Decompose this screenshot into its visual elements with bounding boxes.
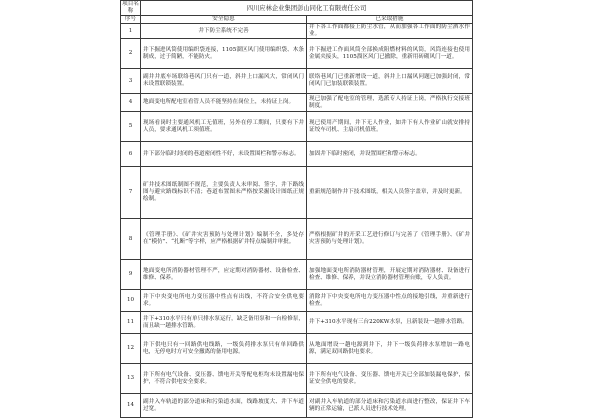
header-seq: 序号: [121, 16, 141, 24]
hazard-cell: 副井入车轨道的部分道床和污染道水面，线路坡度大、井下车道过宽。: [141, 394, 307, 418]
hazard-cell: 井下所有电气设备、变压器、馈电开关等配电柜均未设置漏电保护，不符合供电安全要求。: [141, 364, 307, 394]
table-row: [121, 142, 473, 167]
hazard-cell: 副井井底车场联络巷风门只有一道，斜井上口漏风大，常闭风门未设置联锁装置。: [141, 69, 307, 94]
table-row: [121, 219, 473, 260]
hazard-cell: 地面变电所消防器材管理不严，应定期对消防器材、设备检查、维修、保养。: [141, 260, 307, 290]
table-row: [121, 394, 473, 418]
row-number: 10: [121, 290, 141, 312]
table-row: [121, 334, 473, 364]
hazard-cell: 井下供电只有一回路供电线路，一级负荷排水泵只有单回路供电，无停电时方可安全撤离的备用电源。: [141, 334, 307, 364]
table-row: [121, 260, 473, 290]
table-row: [121, 69, 473, 94]
row-number: 2: [121, 39, 141, 69]
hazard-cell: 地面变电所配电室看管人员不能坚持在岗位上，未持证上岗。: [141, 94, 307, 112]
corner-label: 项目名称: [122, 1, 139, 14]
table-row: [121, 112, 473, 142]
measure-cell: 现已使用产期间，井下无人作业，如井下有人作业矿山就安排持证绞车司机、主扇司机值班。: [307, 112, 473, 142]
measure-cell: 严格根据矿井的开采工艺进行修订与完善了《管理手册》、《矿井灾害预防与处理计划》。: [307, 219, 473, 260]
row-number: 8: [121, 219, 141, 260]
measure-cell: 从地面增设一趟电源到井下，井下一级负荷排水泵增加一路电源，满足双回路供电要求。: [307, 334, 473, 364]
row-number: 12: [121, 334, 141, 364]
hazard-cell: 井下防尘系统不完善: [141, 24, 307, 39]
measure-cell: 井下所有电气设备、变压器、馈电开关已全部加装漏电保护，保证安全供电的要求。: [307, 364, 473, 394]
measure-cell: 对副井入车轨道的部分道床和污染道水面进行整改，保证井下车辆的正常运输，已派人员进行技术处理。: [307, 394, 473, 418]
row-number: 4: [121, 94, 141, 112]
header-hazard: 安全隐患: [141, 16, 307, 24]
table-row: [121, 39, 473, 69]
row-number: 13: [121, 364, 141, 394]
header-measure: 已采取措施: [307, 16, 473, 24]
measure-cell: 消除井下中央变电所电力变压器中性点的接地引线，并重新进行检查。: [307, 290, 473, 312]
row-number: 3: [121, 69, 141, 94]
row-number: 5: [121, 112, 141, 142]
measure-cell: 加固井下临时密闭，并设置围栏和警示标志。: [307, 142, 473, 167]
measure-cell: 重新规范制作井下技术图纸，相关人员签字盖章，并及时更新。: [307, 167, 473, 219]
row-number: 6: [121, 142, 141, 167]
measure-cell: 井下各工作面都接上防尘水管，从而加强各工作面的防尘洒水作业。: [307, 24, 473, 39]
table-header-row: [121, 16, 473, 24]
table-row: [121, 24, 473, 39]
hazard-cell: 《管理手册》、《矿井灾害预防与处理计划》编制不全，多处存在“模仿”、“扎断”等字样，应严格根据矿井特点编制并审批。: [141, 219, 307, 260]
row-number: 7: [121, 167, 141, 219]
measure-cell: 井下+310水平现有三台220KW水泵，且新装设一趟排水管路。: [307, 312, 473, 334]
document-title: 四川应林企业集团彭山同化工有限责任公司: [141, 1, 473, 16]
measure-cell: 井下掘进工作面风筒全部换成阻燃材料的风筒，风筒连接也使用金属夹接头，1105溜区风门已撤除，重新用砖砌风门一道。: [307, 39, 473, 69]
row-number: 9: [121, 260, 141, 290]
hazard-cell: 矿井技术图纸制图不规范，主要负责人未审阅、签字，井下路线图与避灾路线标识不清；巷道布置图未严格按采掘设计图纸正规绘制。: [141, 167, 307, 219]
hazard-cell: 井下+310水平只有单只排水泵运行，缺乏备用泵和一台检修泵，而且缺一趟排水管路。: [141, 312, 307, 334]
row-number: 11: [121, 312, 141, 334]
row-number: 14: [121, 394, 141, 418]
hazard-cell: 井下掘进风筒使用编织袋连接，1105溜区风门使用编织袋、木条制成，过于简陋，不能防火。: [141, 39, 307, 69]
hazard-cell: 井下部分临时封闭的巷道密闭性不好，未设置围栏和警示标志。: [141, 142, 307, 167]
measure-cell: 加强地面变电所消防器材管理，开展定期对消防器材、设备进行检查、维修、保养，并设立消防器材管理台账，专人负责。: [307, 260, 473, 290]
table-row: [121, 290, 473, 312]
table-title-row: [121, 1, 473, 16]
table-row: [121, 312, 473, 334]
document-page: [120, 0, 472, 412]
measure-cell: 联络巷风门已重新增设一道，斜井上口漏风问题已加强封闭，常闭风门已加装联锁装置。: [307, 69, 473, 94]
hazard-cell: 现场看岗时主要通风机工无值班，另外在停工期间，只要有下井人员，要求通风机工须值班。: [141, 112, 307, 142]
hazard-cell: 井下中央变电所电力变压器中性点有出线，不符合安全供电要求。: [141, 290, 307, 312]
measure-cell: 现已加强了配电室的管理，选派专人持证上岗，严格执行交接班制度。: [307, 94, 473, 112]
table-row: [121, 94, 473, 112]
table-row: [121, 364, 473, 394]
hazard-table: [120, 0, 473, 418]
row-number: 1: [121, 24, 141, 39]
table-row: [121, 167, 473, 219]
